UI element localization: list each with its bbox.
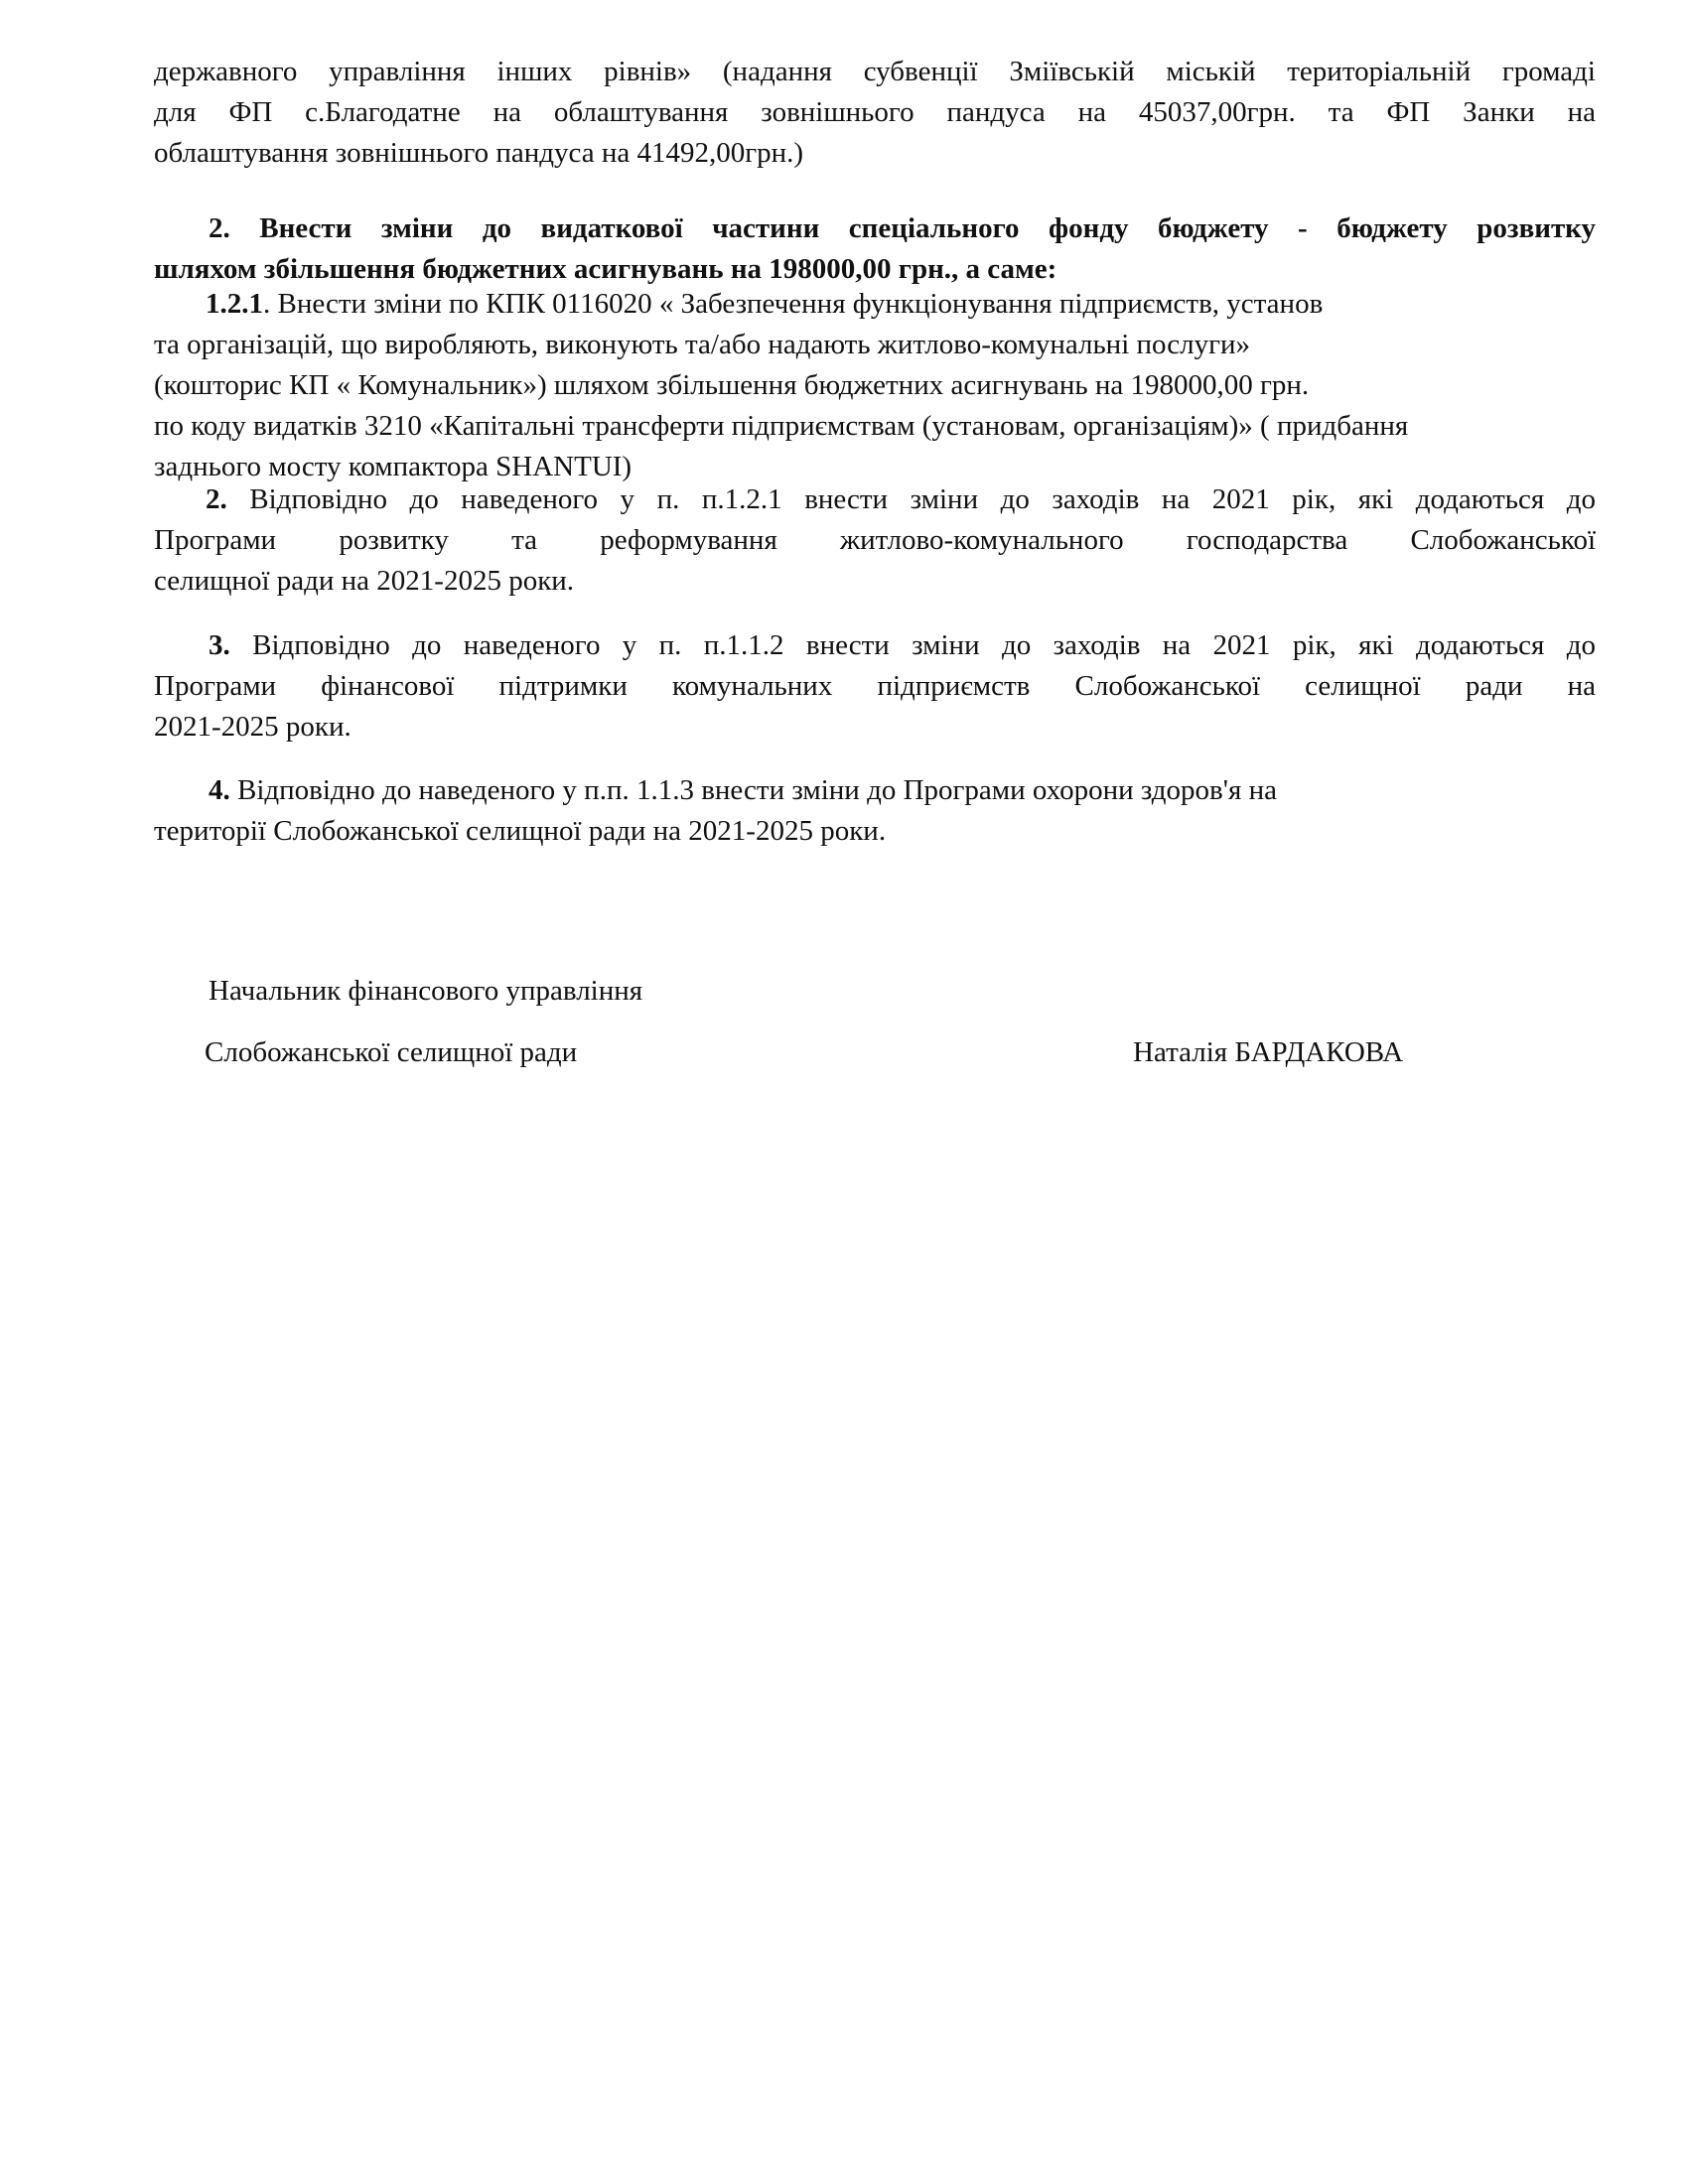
item-1-2-1-line-2: та організацій, що виробляють, виконують та/або надають житлово-комунальні послуги» (154, 329, 1251, 360)
section-2-heading (154, 208, 1596, 290)
item-3-line-3: 2021-2025 роки. (154, 711, 352, 743)
item-1-2-1-number: 1.2.1 (206, 288, 263, 320)
section-2-heading-line-2: шляхом збільшення бюджетних асигнувань на 198000,00 грн., а саме: (154, 253, 1057, 285)
item-4-line-1-text: Відповідно до наведеного у п.п. 1.1.3 внести зміни до Програми охорони здоров'я на (229, 774, 1277, 806)
item-3-line-2: Програми фінансової підтримки комунальних підприємств Слобожанської селищної ради на (154, 670, 1596, 702)
item-4-line-2: території Слобожанської селищної ради на 2021-2025 роки. (154, 815, 887, 847)
item-2-number: 2. (206, 483, 227, 515)
item-4-number: 4. (209, 774, 230, 806)
item-1-2-1-line-1-text: . Внести зміни по КПК 0116020 « Забезпечення функціонування підприємств, установ (263, 288, 1324, 320)
item-3 (154, 625, 1596, 748)
paragraph-intro-line-1: державного управління інших рівнів» (надання субвенції Зміївській міській територіальній громаді (154, 56, 1596, 87)
signature-position-line-2: Слобожанської селищної ради (205, 1036, 578, 1068)
item-3-line-1-text: Відповідно до наведеного у п. п.1.1.2 внести зміни до заходів на 2021 рік, які додаються до (229, 629, 1596, 661)
item-2-line-2: Програми розвитку та реформування житлово-комунального господарства Слобожанської (154, 524, 1596, 556)
item-1-2-1-line-4: по коду видатків 3210 «Капітальні трансферти підприємствам (установам, організаціям)» ( придбання (154, 410, 1409, 442)
signature-name: Наталія БАРДАКОВА (1133, 1036, 1404, 1068)
item-4 (154, 770, 1596, 852)
paragraph-intro-line-3: облаштування зовнішнього пандуса на 41492,00грн.) (154, 137, 804, 169)
item-3-line-1 (154, 625, 1596, 666)
item-2-line-1 (154, 479, 1596, 520)
item-1-2-1-line-1 (154, 284, 1596, 325)
item-2-line-1-text: Відповідно до наведеного у п. п.1.2.1 внести зміни до заходів на 2021 рік, які додаються до (226, 483, 1596, 515)
section-2-heading-line-1: 2. Внести зміни до видаткової частини спеціального фонду бюджету - бюджету розвитку (209, 212, 1596, 244)
item-4-line-1 (154, 770, 1596, 811)
item-1-2-1-line-3: (кошторис КП « Комунальник») шляхом збільшення бюджетних асигнувань на 198000,00 грн. (154, 369, 1310, 401)
item-2 (154, 479, 1596, 602)
paragraph-intro (154, 52, 1596, 174)
signature-position-line-1: Начальник фінансового управління (209, 975, 643, 1007)
item-1-2-1-line-5: заднього мосту компактора SHANTUI) (154, 451, 633, 482)
item-2-line-3: селищної ради на 2021-2025 роки. (154, 565, 575, 597)
item-1-2-1 (154, 284, 1596, 487)
paragraph-intro-line-2: для ФП с.Благодатне на облаштування зовнішнього пандуса на 45037,00грн. та ФП Занки на (154, 96, 1596, 128)
item-3-number: 3. (209, 629, 230, 661)
